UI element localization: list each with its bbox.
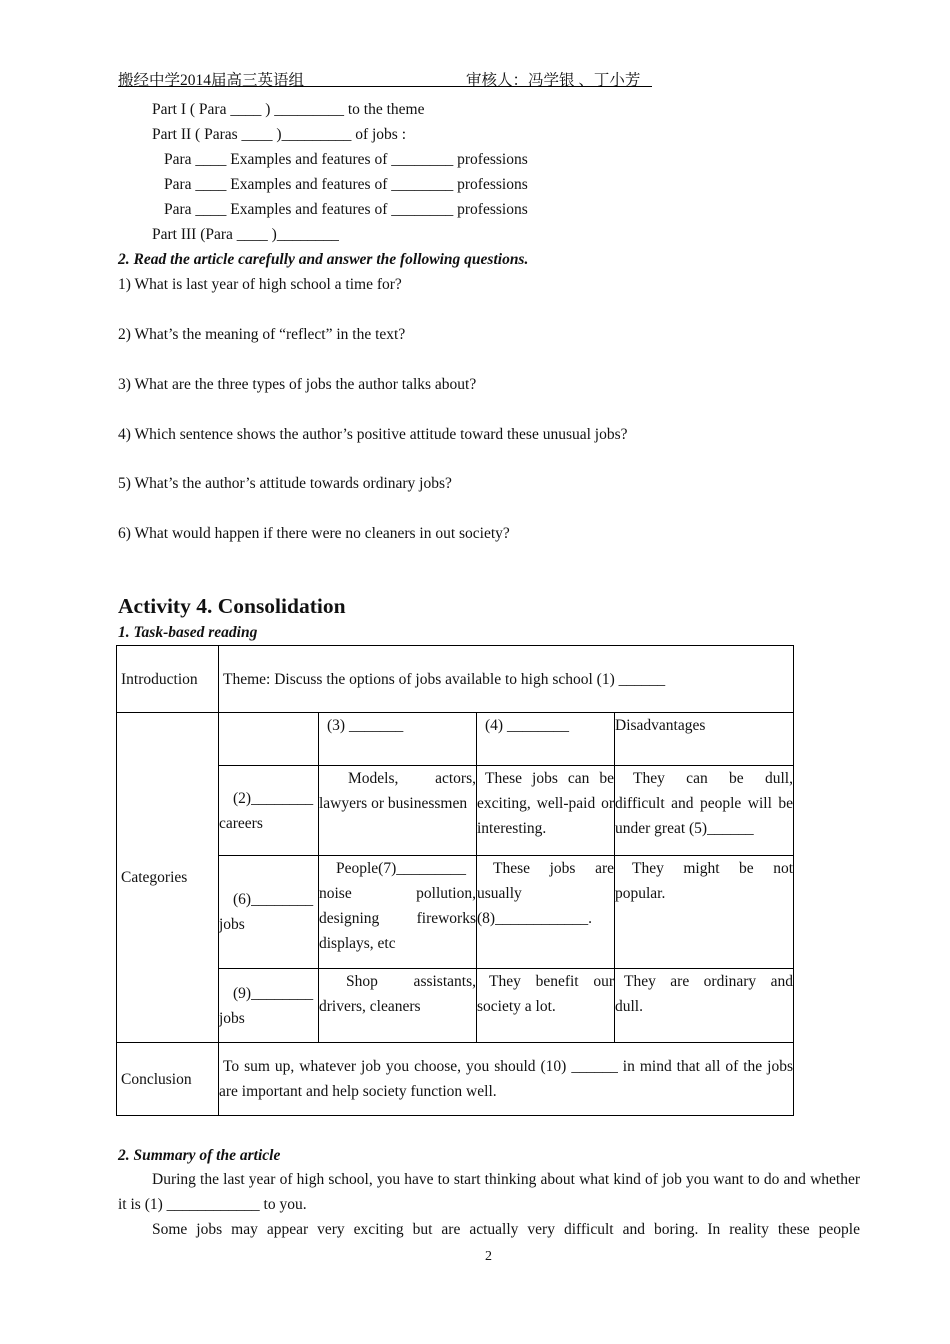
outline-part-1: Part I ( Para ____ ) _________ to the theme xyxy=(152,101,425,118)
row-2-disadvantages: They might be not popular. xyxy=(615,856,794,969)
header-school-group: 搬经中学2014届高三英语组 xyxy=(118,72,305,89)
row-2-advantages: These jobs are usually (8)____________. xyxy=(477,856,615,969)
task-title: 1. Task-based reading xyxy=(118,624,258,641)
header-col-4: (4) ________ xyxy=(477,713,615,766)
table-row-header xyxy=(117,713,794,766)
summary-paragraph-1: During the last year of high school, you have to start thinking about what kind of job you want to do and whether it is (1) ____________ to you. xyxy=(118,1171,860,1213)
table-row-conclusion xyxy=(117,1043,794,1116)
table-row-introduction xyxy=(117,646,794,713)
row-3-advantages: They benefit our society a lot. xyxy=(477,969,615,1043)
outline-part-3: Part III (Para ____ )________ xyxy=(152,226,339,243)
row-3-type: (9)________ jobs xyxy=(219,969,319,1043)
summary-paragraph-2: Some jobs may appear very exciting but are actually very difficult and boring. In reality these people xyxy=(152,1221,860,1238)
question-1: 1) What is last year of high school a time for? xyxy=(118,276,402,293)
question-4: 4) Which sentence shows the author’s positive attitude toward these unusual jobs? xyxy=(118,426,628,443)
categories-label: Categories xyxy=(117,713,219,1043)
row-1-examples: Models, actors, lawyers or businessmen xyxy=(319,766,477,856)
conclusion-label: Conclusion xyxy=(117,1043,219,1116)
row-3-examples: Shop assistants, drivers, cleaners xyxy=(319,969,477,1043)
row-2-examples: People(7)_________ noise pollution, designing fireworks displays, etc xyxy=(319,856,477,969)
outline-para-3: Para ____ Examples and features of ________ professions xyxy=(164,201,528,218)
question-6: 6) What would happen if there were no cleaners in out society? xyxy=(118,525,510,542)
table-row xyxy=(117,969,794,1043)
header-empty-cell xyxy=(219,713,319,766)
page-number: 2 xyxy=(485,1249,492,1264)
conclusion-text: To sum up, whatever job you choose, you should (10) ______ in mind that all of the jobs are important and help society function well. xyxy=(219,1043,794,1116)
row-2-type: (6)________ jobs xyxy=(219,856,319,969)
question-5: 5) What’s the author’s attitude towards ordinary jobs? xyxy=(118,475,452,492)
intro-label: Introduction xyxy=(117,646,219,713)
header-col-3: (3) _______ xyxy=(319,713,477,766)
intro-text: Theme: Discuss the options of jobs available to high school (1) ______ xyxy=(219,646,794,713)
question-3: 3) What are the three types of jobs the author talks about? xyxy=(118,376,477,393)
row-1-advantages: These jobs can be exciting, well-paid or interesting. xyxy=(477,766,615,856)
activity-title: Activity 4. Consolidation xyxy=(118,594,346,618)
header-reviewers: 审核人：冯学银 、丁小芳 xyxy=(466,72,641,89)
section-2-title: 2. Read the article carefully and answer the following questions. xyxy=(118,251,529,268)
row-1-type: (2)________ careers xyxy=(219,766,319,856)
summary-title: 2. Summary of the article xyxy=(118,1147,281,1164)
header-col-5: Disadvantages xyxy=(615,713,794,766)
table-row xyxy=(117,856,794,969)
task-table xyxy=(116,645,794,1116)
table-row xyxy=(117,766,794,856)
row-3-disadvantages: They are ordinary and dull. xyxy=(615,969,794,1043)
row-1-disadvantages: They can be dull, difficult and people will be under great (5)______ xyxy=(615,766,794,856)
header-rule xyxy=(118,86,652,87)
outline-para-1: Para ____ Examples and features of ________ professions xyxy=(164,151,528,168)
outline-part-2: Part II ( Paras ____ )_________ of jobs : xyxy=(152,126,406,143)
question-2: 2) What’s the meaning of “reflect” in the text? xyxy=(118,326,406,343)
outline-para-2: Para ____ Examples and features of ________ professions xyxy=(164,176,528,193)
